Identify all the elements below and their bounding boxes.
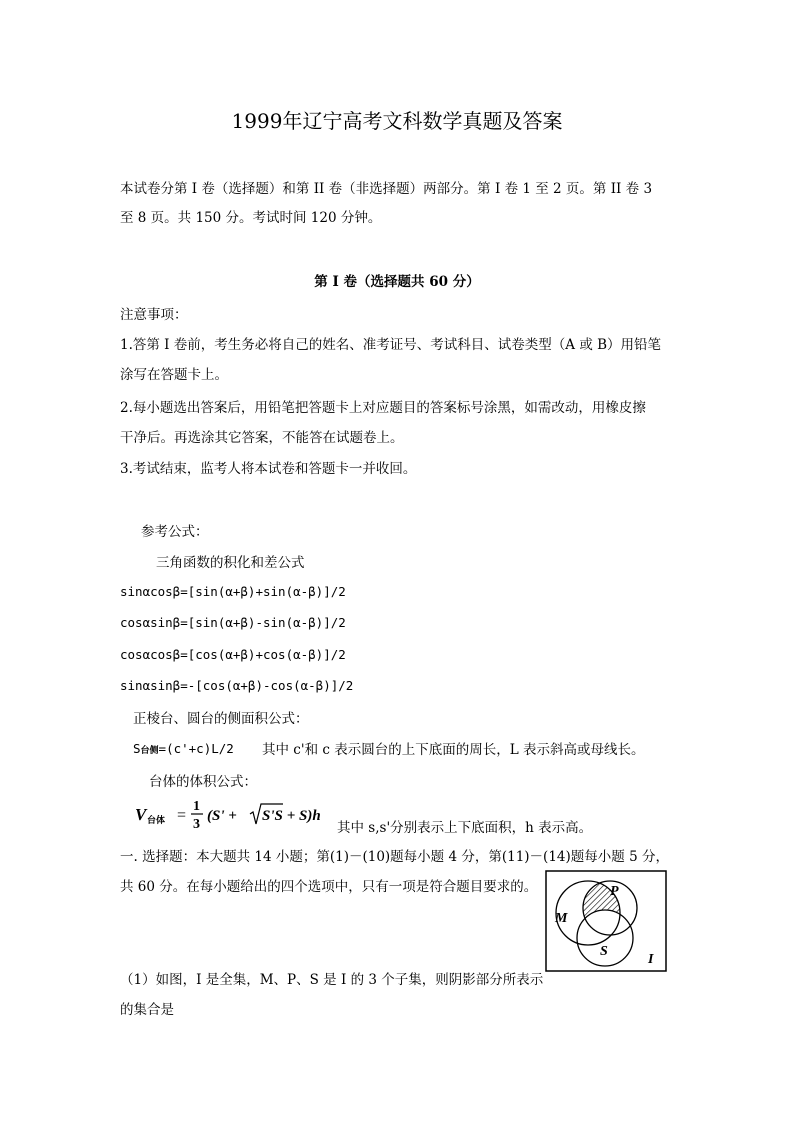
volume-eq: =	[177, 807, 187, 824]
trig-formula-3: cosαcosβ=[cos(α+β)+cos(α-β)]/2	[120, 647, 346, 662]
intro-line-2: 至 8 页。共 150 分。考试时间 120 分钟。	[120, 210, 382, 226]
intro-line-1: 本试卷分第 I 卷（选择题）和第 II 卷（非选择题）两部分。第 I 卷 1 至 2 页。第 II 卷 3	[120, 181, 653, 197]
question1-line-2: 的集合是	[120, 1002, 174, 1018]
frustum-formula	[133, 738, 234, 757]
volume-sqrt: S'S	[262, 808, 283, 824]
trig-formula-1: sinαcosβ=[sin(α+β)+sin(α-β)]/2	[120, 584, 346, 599]
volume-formula	[133, 795, 338, 835]
volume-v: V	[135, 805, 147, 824]
page-title: 1999年辽宁高考文科数学真题及答案	[231, 109, 563, 133]
trig-formula-4: sinαsinβ=-[cos(α+β)-cos(α-β)]/2	[120, 678, 354, 693]
frustum-heading: 正棱台、圆台的侧面积公式：	[133, 711, 309, 727]
section1-line-1: 一. 选择题：本大题共 14 小题；第(1)－(10)题每小题 4 分，第(11)－(14)题每小题 5 分，	[120, 849, 669, 865]
frustum-rest: =(c'+c)L/2	[158, 741, 234, 756]
frustum-description: 其中 c'和 c 表示圆台的上下底面的周长，L 表示斜高或母线长。	[262, 742, 645, 758]
note-2-line-2: 干净后。再选涂其它答案，不能答在试题卷上。	[120, 430, 404, 446]
trig-heading: 三角函数的积化和差公式	[156, 555, 305, 571]
label-m: M	[555, 911, 568, 926]
volume-expr-a: (S' +	[207, 808, 241, 824]
volume-sub: 台体	[147, 816, 166, 826]
label-i: I	[648, 952, 654, 967]
notes-heading: 注意事项：	[120, 307, 188, 323]
note-3: 3.考试结束，监考人将本试卷和答题卡一并收回。	[120, 461, 417, 477]
question1-line-1: （1）如图，I 是全集，M、P、S 是 I 的 3 个子集，则阴影部分所表示	[120, 972, 544, 988]
section1-line-2: 共 60 分。在每小题给出的四个选项中，只有一项是符合题目要求的。	[120, 879, 538, 895]
trig-formula-2: cosαsinβ=[sin(α+β)-sin(α-β)]/2	[120, 615, 346, 630]
volume-den: 3	[193, 817, 200, 832]
volume-heading: 台体的体积公式：	[149, 774, 257, 790]
formulas-heading: 参考公式：	[141, 524, 209, 540]
note-2-line-1: 2.每小题选出答案后，用铅笔把答题卡上对应题目的答案标号涂黑，如需改动，用橡皮擦	[120, 400, 646, 416]
frustum-sub: 台侧	[140, 746, 159, 756]
frustum-s: S	[133, 741, 141, 756]
label-s: S	[600, 944, 608, 959]
volume-expr-b: + S)h	[283, 808, 321, 824]
note-1-line-2: 涂写在答题卡上。	[120, 367, 228, 383]
volume-num: 1	[193, 799, 200, 814]
section-title: 第 I 卷（选择题共 60 分）	[314, 274, 480, 290]
venn-diagram	[545, 870, 667, 972]
volume-description: 其中 s,s'分别表示上下底面积，h 表示高。	[337, 820, 593, 836]
label-p: P	[610, 884, 619, 899]
note-1-line-1: 1.答第 I 卷前，考生务必将自己的姓名、准考证号、考试科目、试卷类型（A 或 B）用铅笔	[120, 337, 662, 353]
